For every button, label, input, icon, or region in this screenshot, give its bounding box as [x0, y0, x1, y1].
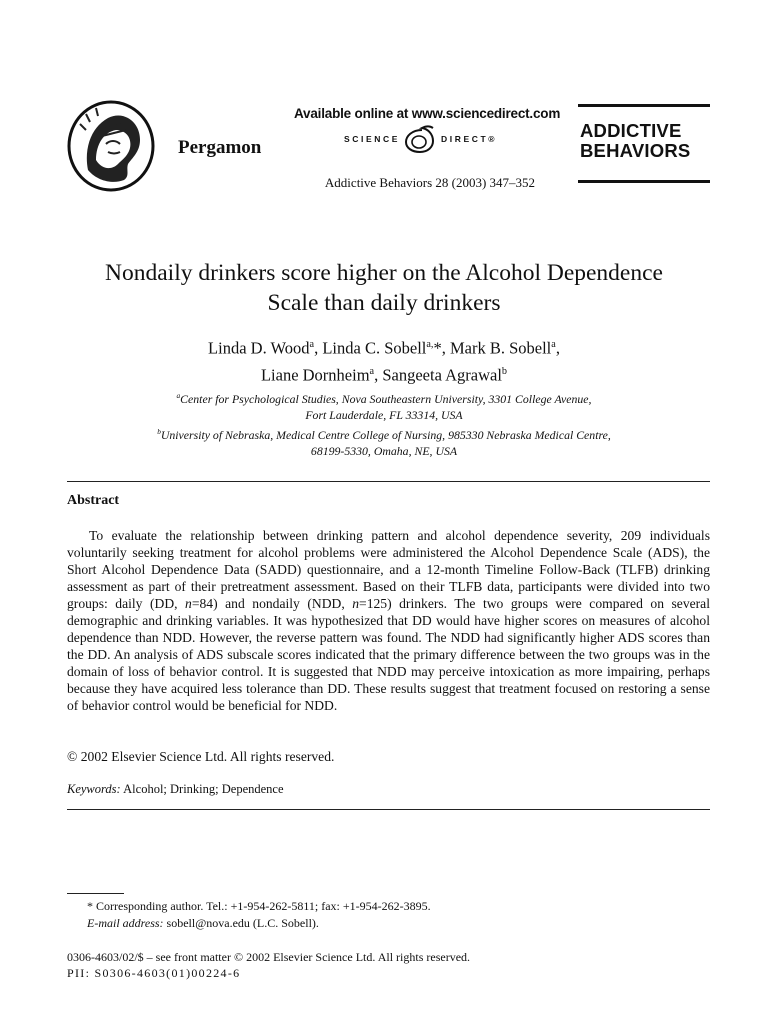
author-separator: ,	[441, 338, 450, 358]
abstract-copyright: © 2002 Elsevier Science Ltd. All rights reserved.	[67, 749, 335, 764]
corresponding-author-note: * Corresponding author. Tel.: +1-954-262-5811; fax: +1-954-262-3895.	[87, 899, 431, 913]
keywords-label: Keywords:	[67, 782, 121, 796]
affiliation-mark: a	[369, 365, 375, 377]
author-name: Sangeeta Agrawal	[382, 365, 502, 384]
affiliation-b-line2: 68199-5330, Omaha, NE, USA	[310, 444, 458, 459]
sciencedirect-d-icon	[402, 124, 438, 154]
n-variable: n	[185, 596, 192, 611]
author-name: Linda C. Sobell	[322, 338, 427, 358]
abstract-text: To evaluate the relationship between drinking pattern and alcohol dependence severity, 209 individuals voluntarily seeking treatment for alcohol problems were administered the Alcohol Dependence Scale (ADS), the Short Alcohol Dependence Data (SADD) questionnaire, and a 12-month Timeline Follow-Back (TLFB) drinking assessment as part of their pretreatment assessment. Based on their TLFB data, participants were divided into two groups: daily (DD,	[67, 528, 710, 611]
abstract-bottom-rule	[67, 809, 710, 810]
affiliation-mark: b	[157, 426, 161, 436]
n-variable: n	[352, 596, 360, 611]
author-line-1	[40, 333, 728, 360]
abstract-text: =84) and nondaily (NDD,	[191, 596, 353, 611]
journal-title	[580, 121, 690, 161]
corresponding-author-star[interactable]: *	[433, 338, 442, 358]
journal-title-line2: BEHAVIORS	[580, 140, 691, 161]
affiliation-mark: a	[551, 339, 556, 350]
sciencedirect-logo[interactable]	[344, 124, 497, 154]
affiliation-mark: a	[309, 339, 315, 350]
author-separator: ,	[374, 365, 383, 384]
email-link[interactable]: sobell@nova.edu (L.C. Sobell).	[166, 916, 319, 930]
affiliation-a	[40, 388, 728, 407]
abstract-paragraph	[67, 527, 710, 714]
affiliation-b-line1: University of Nebraska, Medical Centre College of Nursing, 985330 Nebraska Medical Centre,	[160, 427, 611, 442]
affiliation-a-line1: Center for Psychological Studies, Nova Southeastern University, 3301 College Avenue,	[180, 391, 592, 406]
author-list	[40, 333, 728, 386]
footnote-rule	[67, 893, 124, 894]
author-separator: ,	[314, 338, 323, 358]
journal-rule-top	[578, 104, 710, 107]
title-line-2: Scale than daily drinkers	[267, 290, 501, 316]
sd-logo-right: DIRECT®	[441, 134, 498, 144]
journal-citation: Addictive Behaviors 28 (2003) 347–352	[324, 175, 536, 190]
abstract-text: =125) drinkers. The two groups were compared on several demographic and drinking variables. It was hypothesized that DD would have higher scores on measures of alcohol dependence than NDD. However, the reverse pattern was found. The NDD had significantly higher ADS scores than the DD. An analysis of ADS subscale scores indicated that the primary difference between the two groups was in the domain of loss of behavior control. It is suggested that NDD may perceive intoxication as more impairing, perhaps because they have acquired less tolerance than DD. These results suggest that treatment focused on restoring a sense of behavior control would be beneficial for NDD.	[67, 596, 710, 713]
author-name: Linda D. Wood	[208, 338, 310, 358]
abstract-body	[67, 527, 710, 714]
author-name: Mark B. Sobell	[449, 338, 552, 358]
affiliation-b	[40, 424, 728, 443]
sd-logo-left: SCIENCE	[344, 134, 400, 144]
keywords-list: Alcohol; Drinking; Dependence	[123, 782, 284, 796]
affiliation-mark: a	[176, 391, 181, 400]
pii-line: PII: S0306-4603(01)00224-6	[67, 966, 241, 980]
email-label: E-mail address:	[87, 916, 164, 930]
affiliation-mark: b	[501, 365, 508, 377]
author-line-2	[40, 360, 728, 387]
article-title	[40, 258, 728, 318]
publisher-name: Pergamon	[178, 137, 262, 158]
issn-line: 0306-4603/02/$ – see front matter © 2002 Elsevier Science Ltd. All rights reserved.	[67, 950, 471, 964]
author-name: Liane Dornheim	[260, 365, 370, 384]
title-line-1: Nondaily drinkers score higher on the Alcohol Dependence	[105, 260, 663, 286]
sciencedirect-availability[interactable]: Available online at www.sciencedirect.com	[294, 106, 561, 121]
journal-rule-bottom	[578, 180, 710, 183]
journal-title-line1: ADDICTIVE	[580, 120, 682, 141]
affiliation-mark: a,	[426, 339, 434, 350]
keywords	[67, 782, 284, 797]
affiliations	[40, 388, 728, 460]
abstract-heading: Abstract	[67, 493, 120, 508]
abstract-top-rule	[67, 481, 710, 482]
email-note	[87, 916, 319, 931]
author-separator: ,	[555, 338, 560, 358]
affiliation-a-line2: Fort Lauderdale, FL 33314, USA	[305, 408, 463, 423]
